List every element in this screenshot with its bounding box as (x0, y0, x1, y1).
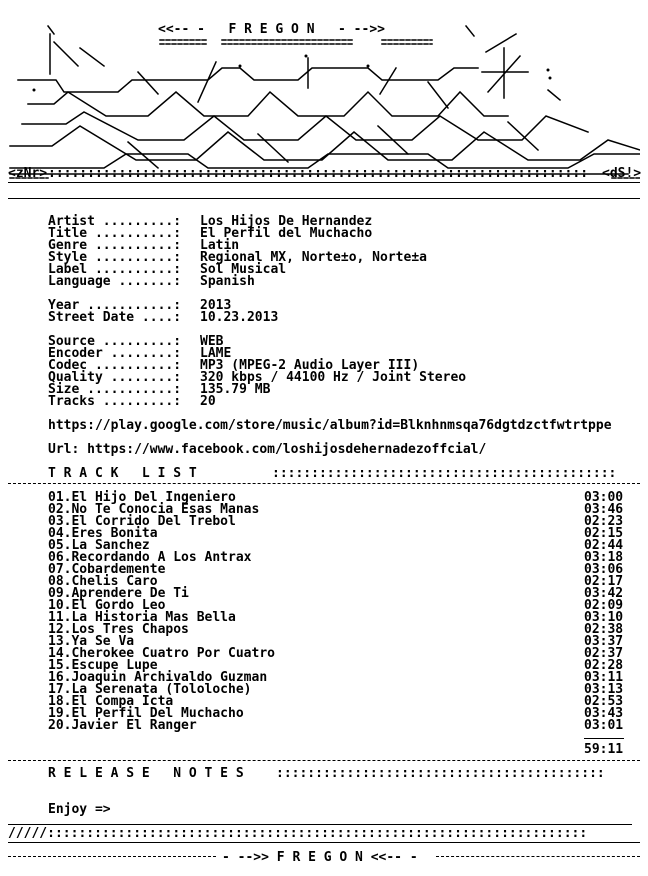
track-title: 03.El Corrido Del Trebol (48, 514, 236, 529)
track-title: 11.La Historia Mas Bella (48, 610, 236, 625)
info-value: Regional MX, Norte±o, Norte±a (200, 250, 427, 265)
track-title: 08.Chelis Caro (48, 574, 158, 589)
footer-slash-bar: /////::::::::::::::::::::::::::::::::::::::::::::::::::::::::::::::::::::: (8, 826, 588, 841)
tracklist-colon-bar: :::::::::::::::::::::::::::::::::::::::::::: (272, 466, 617, 481)
track-title: 19.El Perfil Del Muchacho (48, 706, 244, 721)
release-notes-text: Enjoy => (48, 802, 111, 817)
info-value: El Perfil del Muchacho (200, 226, 373, 241)
header-tag-left: <zNr> (8, 166, 48, 181)
info-label: Tracks .........: (48, 394, 182, 409)
track-duration: 03:43 (584, 706, 624, 721)
header-colon-bar: ::::::::::::::::::::::::::::::::::::::::::::::::::::::::::::::::::::: (48, 166, 589, 181)
track-title: 17.La Serenata (Tololoche) (48, 682, 252, 697)
logo-graphic (8, 22, 640, 186)
track-title: 06.Recordando A Los Antrax (48, 550, 252, 565)
info-label: Language .......: (48, 274, 182, 289)
track-title: 12.Los Tres Chapos (48, 622, 189, 637)
header-title-line: <<-- - F R E G O N - -->> (158, 22, 385, 37)
track-title: 20.Javier El Ranger (48, 718, 197, 733)
info-value: Sol Musical (200, 262, 287, 277)
fregon-ascii-logo (8, 22, 640, 186)
info-value: WEB (200, 334, 224, 349)
info-label: Quality ........: (48, 370, 182, 385)
info-value: Los Hijos De Hernandez (200, 214, 373, 229)
info-label: Label ..........: (48, 262, 182, 277)
track-duration: 02:09 (584, 598, 624, 613)
release-notes-colon-bar: :::::::::::::::::::::::::::::::::::::::::: (276, 766, 605, 781)
track-duration: 02:53 (584, 694, 624, 709)
info-label: Title ..........: (48, 226, 182, 241)
info-label: Size ...........: (48, 382, 182, 397)
track-title: 18.El Compa Icta (48, 694, 174, 709)
track-duration: 02:15 (584, 526, 624, 541)
footer-rule-mid (8, 842, 640, 843)
track-duration: 03:06 (584, 562, 624, 577)
info-value: 20 (200, 394, 216, 409)
footer-rule-top (8, 824, 632, 825)
track-title: 16.Joaquin Archivaldo Guzman (48, 670, 268, 685)
track-duration: 02:37 (584, 646, 624, 661)
track-duration: 02:28 (584, 658, 624, 673)
header-tag-right: <dS!> (602, 166, 642, 181)
track-duration: 02:23 (584, 514, 624, 529)
track-title: 15.Escupe Lupe (48, 658, 158, 673)
tracklist-rule-bottom (8, 760, 640, 761)
info-value: LAME (200, 346, 232, 361)
info-value: Latin (200, 238, 240, 253)
info-value: 2013 (200, 298, 232, 313)
info-label: Artist .........: (48, 214, 182, 229)
tracklist-rule-top (8, 483, 640, 484)
track-title: 13.Ya Se Va (48, 634, 135, 649)
facebook-url: Url: https://www.facebook.com/loshijosdehernadezoffcial/ (48, 442, 487, 457)
info-label: Street Date ....: (48, 310, 182, 325)
footer-dash-right (436, 856, 640, 857)
info-label: Genre ..........: (48, 238, 182, 253)
info-label: Source .........: (48, 334, 182, 349)
track-duration: 03:37 (584, 634, 624, 649)
track-duration: 03:10 (584, 610, 624, 625)
release-notes-heading: R E L E A S E N O T E S (48, 766, 244, 781)
info-label: Encoder ........: (48, 346, 182, 361)
track-duration: 02:17 (584, 574, 624, 589)
info-value: 135.79 MB (200, 382, 271, 397)
track-duration: 02:44 (584, 538, 624, 553)
track-duration: 03:00 (584, 490, 624, 505)
info-value: Spanish (200, 274, 255, 289)
track-duration: 02:38 (584, 622, 624, 637)
tracklist-heading: T R A C K L I S T (48, 466, 197, 481)
total-time: 59:11 (584, 742, 624, 757)
info-value: MP3 (MPEG-2 Audio Layer III) (200, 358, 420, 373)
footer-signature: - -->> F R E G O N <<-- - (222, 850, 418, 865)
track-title: 07.Cobardemente (48, 562, 166, 577)
track-duration: 03:18 (584, 550, 624, 565)
track-title: 01.El Hijo Del Ingeniero (48, 490, 236, 505)
info-value: 10.23.2013 (200, 310, 279, 325)
info-label: Style ..........: (48, 250, 182, 265)
track-title: 10.El Gordo Leo (48, 598, 166, 613)
track-title: 05.La Sanchez (48, 538, 150, 553)
total-rule (584, 738, 624, 739)
track-duration: 03:11 (584, 670, 624, 685)
header-rule-2 (8, 198, 640, 199)
track-title: 14.Cherokee Cuatro Por Cuatro (48, 646, 275, 661)
track-title: 04.Eres Bonita (48, 526, 158, 541)
track-duration: 03:01 (584, 718, 624, 733)
info-label: Year ...........: (48, 298, 182, 313)
footer-dash-left (8, 856, 216, 857)
info-value: 320 kbps / 44100 Hz / Joint Stereo (200, 370, 467, 385)
track-duration: 03:46 (584, 502, 624, 517)
track-duration: 03:13 (584, 682, 624, 697)
header-rule (8, 182, 640, 183)
info-label: Codec ..........: (48, 358, 182, 373)
track-title: 02.No Te Conocia Esas Manas (48, 502, 260, 517)
track-duration: 03:42 (584, 586, 624, 601)
track-title: 09.Aprendere De Ti (48, 586, 189, 601)
store-url: https://play.google.com/store/music/album?id=Blknhnmsqa76dgtdzctfwtrtppe (48, 418, 612, 433)
